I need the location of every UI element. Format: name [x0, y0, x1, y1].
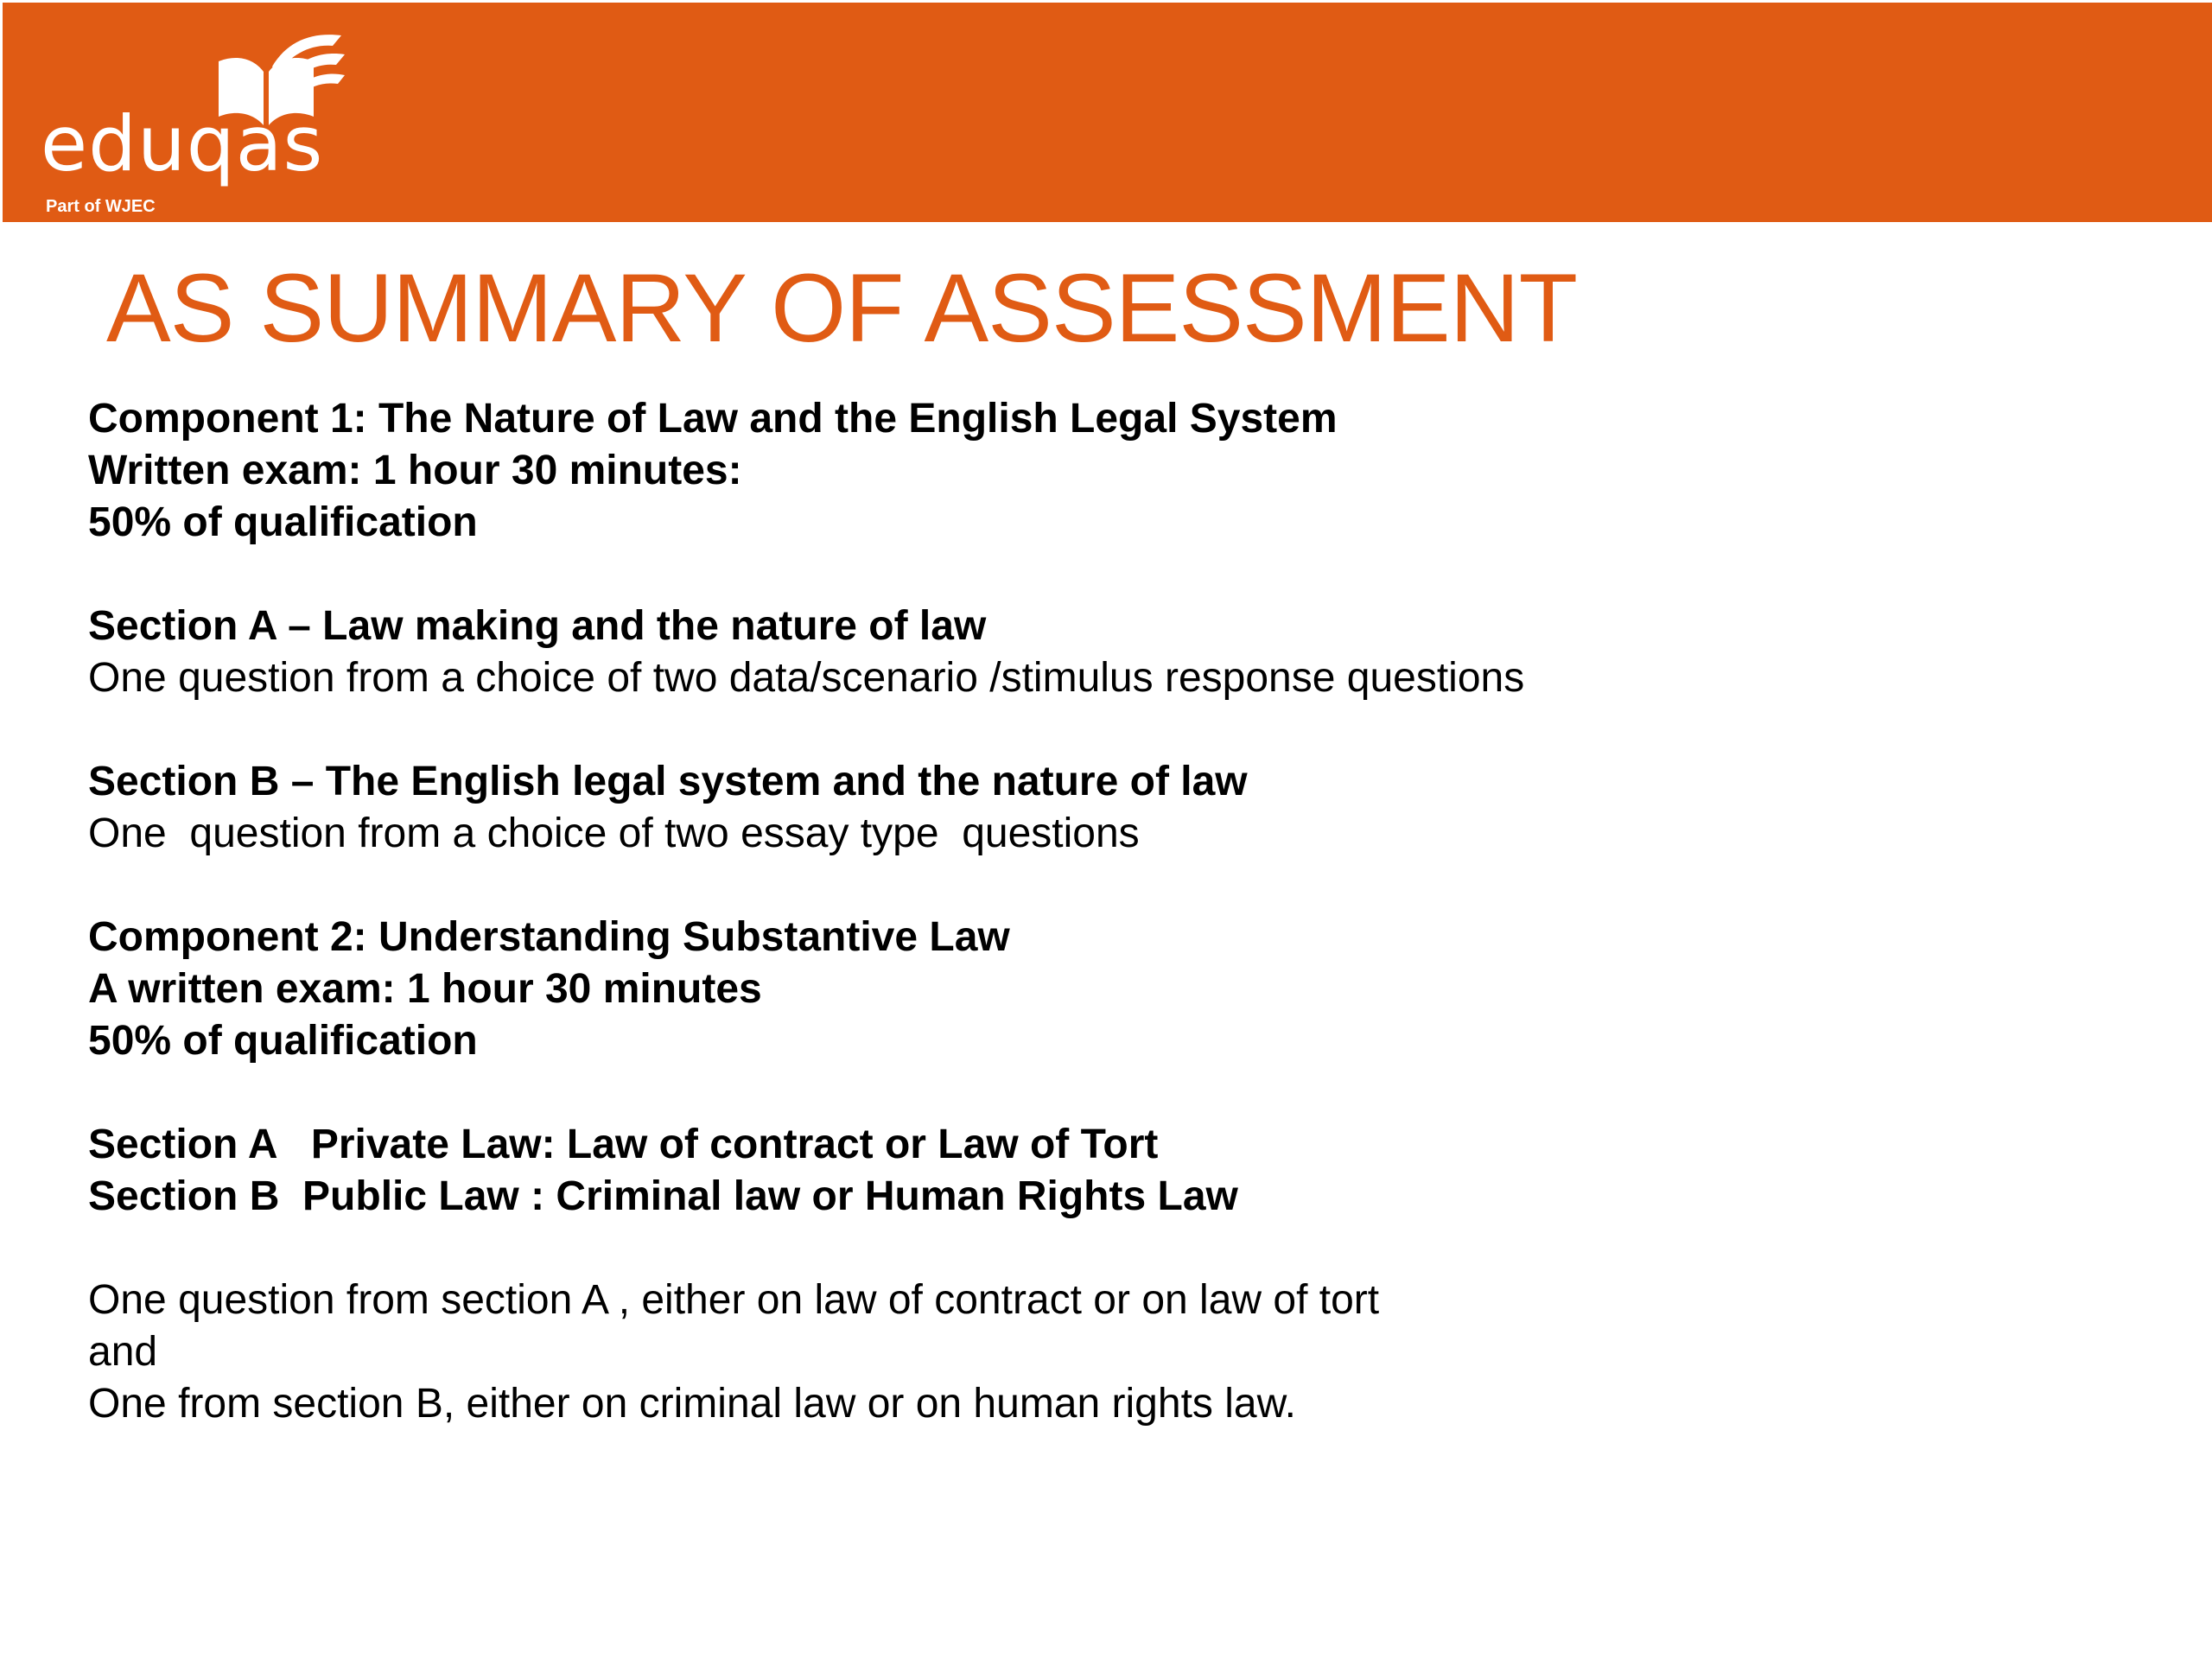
assessment-summary — [88, 393, 2075, 1430]
spacer — [88, 1067, 2075, 1119]
spacer — [88, 1223, 2075, 1274]
spacer — [88, 704, 2075, 756]
logo-tagline: Part of WJEC — [46, 197, 156, 216]
component-1-exam: Written exam: 1 hour 30 minutes: — [88, 448, 742, 493]
component-2-section-a: Section A Private Law: Law of contract or Law of Tort — [88, 1122, 1159, 1167]
component-1 — [88, 393, 2075, 860]
component-2-instruction-2: and — [88, 1329, 158, 1375]
component-1-section-a-heading: Section A – Law making and the nature of law — [88, 603, 987, 649]
component-2-weight: 50% of qualification — [88, 1018, 478, 1064]
component-2-section-b: Section B Public Law : Criminal law or Human Rights Law — [88, 1173, 1238, 1219]
component-2 — [88, 912, 2075, 1430]
component-1-section-b-description: One question from a choice of two essay type questions — [88, 810, 1140, 856]
component-2-instruction-1: One question from section A , either on law of contract or on law of tort — [88, 1277, 1380, 1323]
spacer — [88, 860, 2075, 912]
component-2-exam: A written exam: 1 hour 30 minutes — [88, 966, 762, 1012]
component-2-instruction-3: One from section B, either on criminal law or on human rights law. — [88, 1381, 1296, 1427]
component-2-heading: Component 2: Understanding Substantive Law — [88, 914, 1010, 960]
component-1-section-a-description: One question from a choice of two data/scenario /stimulus response questions — [88, 655, 1525, 701]
component-1-section-b-heading: Section B – The English legal system and the nature of law — [88, 759, 1248, 804]
component-1-weight: 50% of qualification — [88, 499, 478, 545]
header-band — [3, 3, 2212, 222]
page-title: AS SUMMARY OF ASSESSMENT — [106, 254, 1578, 362]
component-1-heading: Component 1: The Nature of Law and the English Legal System — [88, 396, 1338, 442]
logo-wordmark: eduqas — [41, 99, 324, 188]
eduqas-logo — [37, 29, 357, 216]
spacer — [88, 549, 2075, 601]
